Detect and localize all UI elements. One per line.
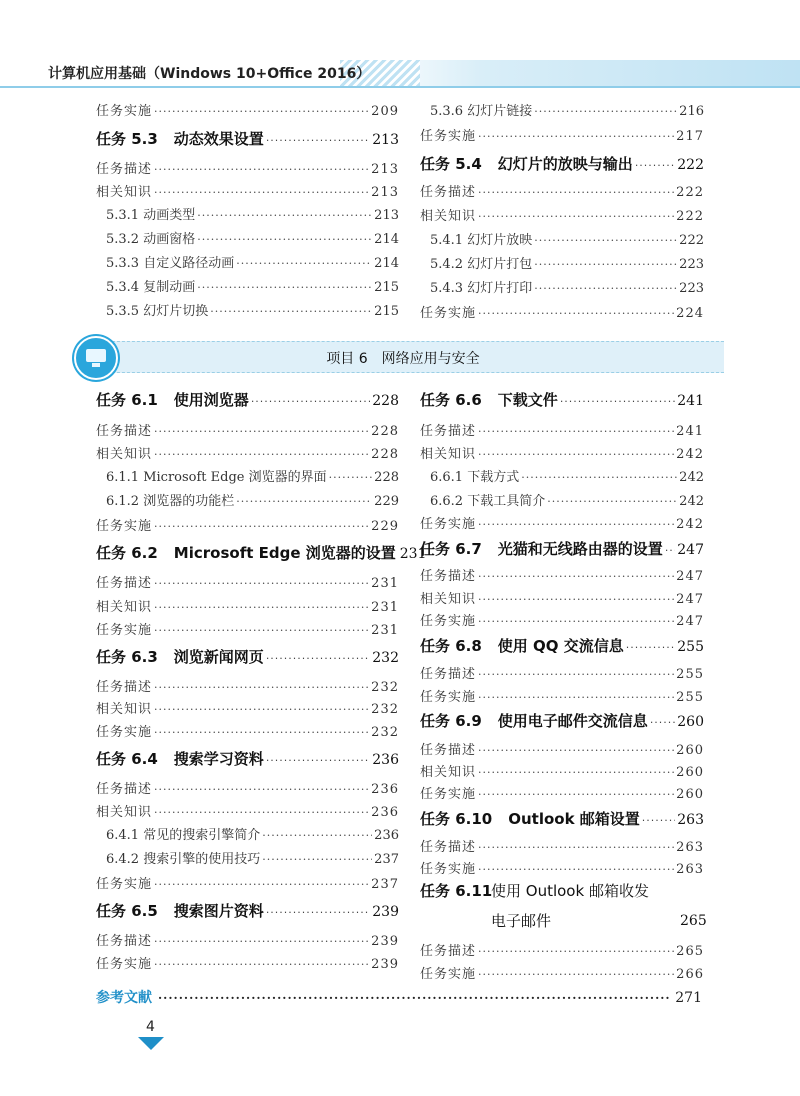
leader-dots (478, 615, 674, 628)
leader-dots (478, 130, 674, 143)
toc-page-number: 232 (371, 702, 399, 717)
toc-page-number: 239 (371, 957, 399, 972)
task-number: 任务 6.3 (96, 648, 158, 666)
leader-dots (478, 518, 674, 531)
toc-entry-label (96, 389, 249, 410)
toc-subentry[interactable] (420, 963, 704, 982)
toc-subentry[interactable] (420, 836, 704, 855)
toc-task-entry[interactable] (420, 153, 704, 174)
toc-page-number: 242 (676, 447, 704, 462)
toc-entry-label (96, 646, 264, 667)
toc-entry-label: 任务实施 (96, 877, 153, 892)
leader-dots (650, 716, 675, 729)
toc-entry-label: 相关知识 (420, 765, 477, 780)
toc-entry-label: 5.3.6 幻灯片链接 (430, 104, 533, 119)
task-number: 任务 6.1 (96, 391, 158, 409)
toc-page-number: 213 (374, 208, 399, 223)
leader-dots (154, 935, 369, 948)
toc-subentry[interactable] (96, 953, 399, 972)
toc-entry-label: 任务实施 (96, 623, 153, 638)
task-number: 任务 6.11 (420, 882, 493, 900)
leader-dots (197, 233, 372, 246)
leader-dots (478, 945, 674, 958)
toc-task-entry[interactable] (420, 538, 704, 559)
task-number: 任务 6.4 (96, 750, 158, 768)
toc-subentry[interactable] (420, 686, 704, 705)
toc-subentry[interactable] (96, 158, 399, 177)
toc-section-entry[interactable] (96, 848, 399, 867)
leader-dots (478, 788, 674, 801)
toc-entry-label (420, 808, 640, 829)
toc-task-entry[interactable] (96, 542, 427, 563)
toc-page-number: 241 (676, 424, 704, 439)
leader-dots (665, 544, 675, 557)
toc-page-number: 223 (679, 281, 704, 296)
toc-entry-label: 任务实施 (420, 862, 477, 877)
toc-page-number: 231 (371, 600, 399, 615)
toc-task-num[interactable] (420, 880, 492, 901)
toc-entry-label (96, 128, 264, 149)
leader-dots (478, 968, 674, 981)
toc-page-number: 222 (677, 157, 704, 173)
toc-page-number: 224 (676, 306, 704, 321)
toc-task-page: 265 (680, 913, 707, 929)
toc-entry-label: 任务描述 (420, 840, 477, 855)
toc-page-number: 222 (679, 233, 704, 248)
leader-dots (478, 691, 674, 704)
toc-page-number: 215 (374, 304, 399, 319)
toc-page-number: 266 (676, 967, 704, 982)
toc-entry-label: 6.6.1 下载方式 (430, 470, 520, 485)
toc-entry-label (96, 542, 396, 563)
toc-entry-label: 6.4.2 搜索引擎的使用技巧 (106, 852, 261, 867)
leader-dots (478, 766, 674, 779)
toc-subentry[interactable] (420, 783, 704, 802)
toc-page-number: 247 (677, 542, 704, 558)
toc-section-entry[interactable] (420, 100, 704, 119)
toc-page-number: 239 (372, 904, 399, 920)
toc-section-entry[interactable] (96, 824, 399, 843)
task-title: Outlook 邮箱设置 (508, 810, 640, 828)
toc-entry-label: 相关知识 (96, 805, 153, 820)
toc-entry-label: 任务描述 (420, 185, 477, 200)
toc-entry-label: 相关知识 (420, 209, 477, 224)
task-number: 任务 6.7 (420, 540, 482, 558)
toc-page-number: 223 (679, 257, 704, 272)
toc-page-number: 214 (374, 256, 399, 271)
leader-dots (478, 210, 674, 223)
toc-page-number: 228 (371, 447, 399, 462)
toc-entry-label: 任务实施 (96, 725, 153, 740)
task-number: 任务 6.10 (420, 810, 493, 828)
task-number: 任务 5.4 (420, 155, 482, 173)
toc-subentry[interactable] (420, 205, 704, 224)
toc-section-entry[interactable] (96, 276, 399, 295)
toc-subentry[interactable] (420, 610, 704, 629)
toc-page-number: 237 (374, 852, 399, 867)
toc-entry-label: 5.4.1 幻灯片放映 (430, 233, 533, 248)
leader-dots (560, 395, 675, 408)
toc-subentry[interactable] (96, 596, 399, 615)
toc-page-number: 263 (676, 840, 704, 855)
toc-entry-label: 任务实施 (420, 517, 477, 532)
toc-page-number: 255 (677, 639, 704, 655)
leader-dots (534, 234, 677, 247)
toc-section-entry[interactable] (96, 204, 399, 223)
leader-dots (154, 186, 369, 199)
leader-dots (154, 105, 369, 118)
toc-entry-label (96, 900, 264, 921)
toc-entry-label: 任务描述 (96, 576, 153, 591)
toc-page-number: 228 (374, 470, 399, 485)
leader-dots (534, 258, 677, 271)
task-number: 任务 6.5 (96, 902, 158, 920)
leader-dots (478, 448, 674, 461)
toc-task-entry[interactable] (96, 389, 399, 410)
toc-entry-label: 任务实施 (420, 306, 477, 321)
toc-page-number: 213 (371, 185, 399, 200)
toc-page-number: 232 (371, 680, 399, 695)
leader-dots (266, 754, 370, 767)
toc-entry-label: 5.3.3 自定义路径动画 (106, 256, 235, 271)
toc-entry-label: 任务描述 (96, 424, 153, 439)
toc-entry-label (420, 538, 663, 559)
leader-dots (154, 726, 369, 739)
toc-entry-label: 6.1.1 Microsoft Edge 浏览器的界面 (106, 470, 327, 485)
toc-page-number: 213 (372, 132, 399, 148)
leader-dots (478, 570, 674, 583)
task-number: 任务 5.3 (96, 130, 158, 148)
leader-dots (478, 841, 674, 854)
toc-subentry[interactable] (420, 940, 704, 959)
leader-dots (478, 744, 674, 757)
toc-section-entry[interactable] (96, 466, 399, 485)
toc-entry-label: 任务描述 (96, 162, 153, 177)
task-number: 任务 6.8 (420, 637, 482, 655)
toc-page-number: 236 (372, 752, 399, 768)
toc-entry-label (420, 153, 633, 174)
toc-subentry[interactable] (96, 698, 399, 717)
toc-page-number: 222 (676, 185, 704, 200)
toc-entry-label: 相关知识 (420, 447, 477, 462)
toc-entry-label: 5.3.5 幻灯片切换 (106, 304, 209, 319)
toc-page-number: 215 (374, 280, 399, 295)
toc-entry-label: 任务描述 (96, 680, 153, 695)
leader-dots (197, 281, 372, 294)
toc-subentry[interactable] (96, 676, 399, 695)
leader-dots (197, 209, 372, 222)
toc-entry-label (420, 635, 624, 656)
leader-dots (266, 134, 370, 147)
toc-entry-label: 5.4.3 幻灯片打印 (430, 281, 533, 296)
toc-task-entry[interactable] (420, 635, 704, 656)
leader-dots (478, 863, 674, 876)
toc-subentry[interactable] (420, 181, 704, 200)
toc-section-entry[interactable] (96, 300, 399, 319)
toc-subentry[interactable] (420, 125, 704, 144)
leader-dots (154, 703, 369, 716)
toc-subentry[interactable] (96, 572, 399, 591)
leader-dots (154, 163, 369, 176)
project-banner (82, 341, 724, 373)
toc-page-number: 231 (399, 546, 427, 562)
task-title: 幻灯片的放映与输出 (497, 155, 633, 173)
leader-dots (210, 305, 372, 318)
leader-dots (251, 395, 370, 408)
toc-entry-label: 相关知识 (96, 447, 153, 462)
toc-entry-label: 相关知识 (420, 592, 477, 607)
leader-dots (236, 257, 372, 270)
toc-page-number: 247 (676, 614, 704, 629)
toc-entry-label (420, 389, 558, 410)
toc-entry-label: 相关知识 (96, 600, 153, 615)
task-number: 任务 6.9 (420, 712, 482, 730)
toc-entry-label: 任务实施 (420, 690, 477, 705)
toc-page-number: 260 (677, 714, 704, 730)
toc-page-number: 222 (676, 209, 704, 224)
references-label: 参考文献 (96, 990, 152, 1006)
toc-page-number: 239 (371, 934, 399, 949)
toc-entry-label: 任务描述 (420, 667, 477, 682)
toc-page-number: 247 (676, 569, 704, 584)
running-header (0, 60, 800, 86)
toc-subentry[interactable] (96, 443, 399, 462)
leader-dots (154, 878, 369, 891)
toc-page-number: 242 (679, 494, 704, 509)
leader-dots (154, 448, 369, 461)
toc-page-number: 260 (676, 787, 704, 802)
toc-page-number: 242 (676, 517, 704, 532)
toc-subentry[interactable] (96, 420, 399, 439)
toc-task-entry[interactable] (420, 389, 704, 410)
toc-entry-label: 任务实施 (96, 104, 153, 119)
leader-dots (158, 991, 669, 1005)
leader-dots (154, 577, 369, 590)
toc-section-entry[interactable] (420, 229, 704, 248)
toc-page-number: 213 (371, 162, 399, 177)
toc-subentry[interactable] (420, 513, 704, 532)
toc-entry-label: 任务实施 (96, 519, 153, 534)
toc-section-entry[interactable] (96, 490, 399, 509)
toc-subentry[interactable] (420, 588, 704, 607)
leader-dots (478, 668, 674, 681)
task-title: 使用浏览器 (173, 391, 249, 409)
task-title: 搜索学习资料 (173, 750, 264, 768)
leader-dots (262, 853, 372, 866)
toc-page-number: 217 (676, 129, 704, 144)
leader-dots (329, 471, 373, 484)
task-number: 任务 6.2 (96, 544, 158, 562)
toc-entry-label: 任务描述 (420, 424, 477, 439)
toc-page-number: 232 (371, 725, 399, 740)
page-marker-triangle-icon (138, 1037, 164, 1050)
toc-page-number: 229 (371, 519, 399, 534)
leader-dots (154, 601, 369, 614)
toc-subentry[interactable] (420, 565, 704, 584)
toc-page-number: 232 (372, 650, 399, 666)
toc-page-number: 236 (371, 805, 399, 820)
toc-task-entry[interactable] (96, 646, 399, 667)
book-title: 计算机应用基础（Windows 10+Office 2016） (48, 66, 371, 82)
toc-section-entry[interactable] (420, 466, 704, 485)
toc-page-number: 228 (372, 393, 399, 409)
toc-page-number: 242 (679, 470, 704, 485)
task-title: 使用 QQ 交流信息 (497, 637, 624, 655)
task-title: Microsoft Edge 浏览器的设置 (173, 544, 396, 562)
toc-page-number: 263 (677, 812, 704, 828)
toc-entry-label: 5.3.4 复制动画 (106, 280, 196, 295)
toc-subentry[interactable] (96, 619, 399, 638)
leader-dots (547, 495, 677, 508)
toc-subentry[interactable] (420, 739, 704, 758)
toc-section-entry[interactable] (96, 228, 399, 247)
monitor-icon (74, 336, 118, 380)
toc-subentry[interactable] (96, 801, 399, 820)
toc-page-number: 229 (374, 494, 399, 509)
toc-entry-label: 相关知识 (96, 702, 153, 717)
toc-page-number: 236 (374, 828, 399, 843)
toc-page-number: 237 (371, 877, 399, 892)
task-title: 浏览新闻网页 (173, 648, 264, 666)
toc-subentry[interactable] (420, 761, 704, 780)
toc-task-entry[interactable] (420, 710, 704, 731)
project-title: 项目 6 网络应用与安全 (326, 351, 480, 367)
toc-entry-label: 任务实施 (420, 614, 477, 629)
toc-entry-label (420, 710, 648, 731)
toc-page-number: 231 (371, 576, 399, 591)
toc-task-entry[interactable] (96, 128, 399, 149)
toc-entry-label: 任务描述 (420, 569, 477, 584)
leader-dots (534, 105, 677, 118)
leader-dots (154, 681, 369, 694)
leader-dots (154, 425, 369, 438)
toc-entry-label: 任务实施 (420, 129, 477, 144)
toc-subentry[interactable] (420, 858, 704, 877)
references-page: 271 (675, 990, 702, 1006)
task-number: 任务 6.6 (420, 391, 482, 409)
toc-page-number: 260 (676, 743, 704, 758)
toc-subentry[interactable] (96, 778, 399, 797)
toc-page-number: 209 (371, 104, 399, 119)
toc-section-entry[interactable] (96, 252, 399, 271)
leader-dots (262, 829, 372, 842)
toc-entry-label: 任务描述 (96, 782, 153, 797)
toc-task-entry[interactable] (96, 900, 399, 921)
references-entry[interactable] (96, 987, 702, 1007)
toc-entry-label: 任务实施 (96, 957, 153, 972)
leader-dots (266, 906, 370, 919)
toc-entry-label: 任务实施 (420, 787, 477, 802)
toc-entry-label: 5.3.2 动画窗格 (106, 232, 196, 247)
toc-entry-label: 5.4.2 幻灯片打包 (430, 257, 533, 272)
toc-section-entry[interactable] (420, 490, 704, 509)
toc-page-number: 255 (676, 667, 704, 682)
leader-dots (236, 495, 372, 508)
leader-dots (154, 624, 369, 637)
toc-task-title-line1[interactable]: 使用 Outlook 邮箱收发 (491, 882, 649, 900)
toc-page-number: 236 (371, 782, 399, 797)
leader-dots (635, 159, 675, 172)
toc-entry-label: 任务描述 (96, 934, 153, 949)
toc-page-number: 216 (679, 104, 704, 119)
leader-dots (642, 814, 675, 827)
toc-task-title-line2[interactable]: 电子邮件 (491, 912, 552, 930)
toc-page-number: 260 (676, 765, 704, 780)
task-title: 光猫和无线路由器的设置 (497, 540, 663, 558)
toc-entry-label: 任务描述 (420, 944, 477, 959)
toc-subentry[interactable] (96, 930, 399, 949)
leader-dots (154, 958, 369, 971)
toc-entry-label: 6.6.2 下载工具简介 (430, 494, 546, 509)
page-number: 4 (146, 1019, 155, 1035)
toc-subentry[interactable] (420, 302, 704, 321)
toc-page-number: 231 (371, 623, 399, 638)
toc-page-number: 247 (676, 592, 704, 607)
toc-entry-label: 6.1.2 浏览器的功能栏 (106, 494, 235, 509)
task-title: 动态效果设置 (173, 130, 264, 148)
toc-section-entry[interactable] (420, 253, 704, 272)
toc-task-entry[interactable] (96, 748, 399, 769)
task-title: 下载文件 (497, 391, 558, 409)
toc-page-number: 241 (677, 393, 704, 409)
toc-entry-label (96, 748, 264, 769)
leader-dots (534, 282, 677, 295)
toc-subentry[interactable] (96, 100, 399, 119)
toc-entry-label: 6.4.1 常见的搜索引擎简介 (106, 828, 261, 843)
toc-subentry[interactable] (420, 443, 704, 462)
toc-section-entry[interactable] (420, 277, 704, 296)
leader-dots (154, 783, 369, 796)
toc-page-number: 263 (676, 862, 704, 877)
header-rule (0, 86, 800, 88)
toc-entry-label: 任务实施 (420, 967, 477, 982)
leader-dots (626, 641, 676, 654)
leader-dots (521, 471, 677, 484)
toc-page-number: 255 (676, 690, 704, 705)
leader-dots (478, 593, 674, 606)
toc-entry-label: 相关知识 (96, 185, 153, 200)
toc-subentry[interactable] (96, 181, 399, 200)
leader-dots (266, 652, 370, 665)
toc-page-number: 228 (371, 424, 399, 439)
task-title: 搜索图片资料 (173, 902, 264, 920)
toc-subentry[interactable] (420, 420, 704, 439)
toc-subentry[interactable] (96, 873, 399, 892)
toc-page-number: 265 (676, 944, 704, 959)
toc-subentry[interactable] (96, 515, 399, 534)
leader-dots (154, 520, 369, 533)
leader-dots (478, 307, 674, 320)
toc-subentry[interactable] (420, 663, 704, 682)
toc-entry-label: 任务描述 (420, 743, 477, 758)
toc-task-entry[interactable] (420, 808, 704, 829)
leader-dots (478, 425, 674, 438)
leader-dots (478, 186, 674, 199)
toc-subentry[interactable] (96, 721, 399, 740)
toc-page-number: 214 (374, 232, 399, 247)
task-title: 使用电子邮件交流信息 (497, 712, 648, 730)
leader-dots (154, 806, 369, 819)
toc-entry-label: 5.3.1 动画类型 (106, 208, 196, 223)
